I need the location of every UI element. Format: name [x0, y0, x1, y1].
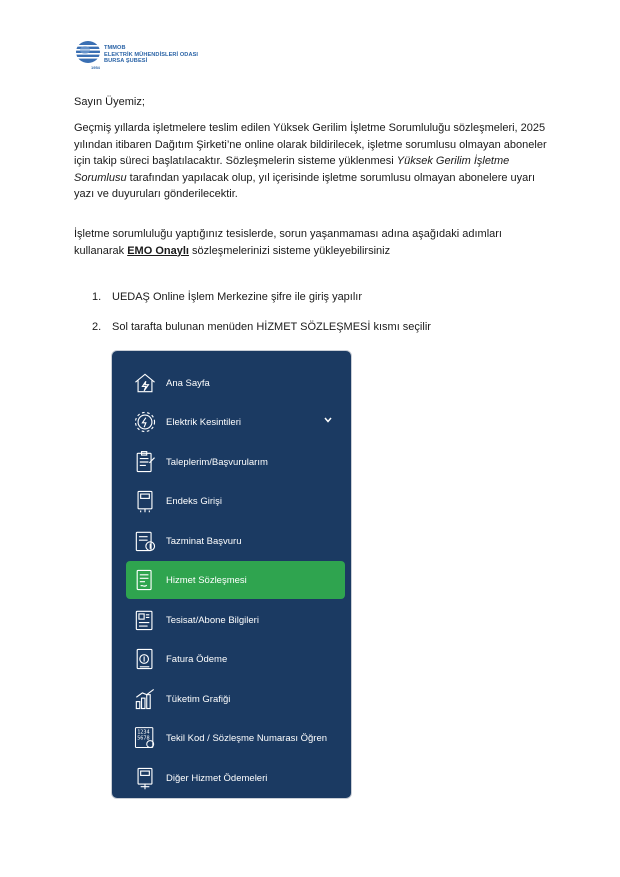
home-icon [130, 368, 160, 398]
sidebar-item-label: Taleplerim/Başvurularım [166, 456, 268, 468]
chart-icon [130, 684, 160, 714]
intro-paragraph: Geçmiş yıllarda işletmelere teslim edilen Yüksek Gerilim İşletme Sorumluluğu sözleşmeleri, 2025 yılından itibaren Dağıtım Şirketi’ne online olarak bildirilecek, işletme sorumlusu olmayan aboneler için takip süreci başlatılacaktır. Sözleşmelerin sisteme yüklenmesi Yüksek Gerilim İşletme Sorumlusu tarafından yapılacak olup, yıl içerisinde işletme sorumlusu olmayan abonelere uyarı yazı ve duyuruları gönderilecektir. [74, 122, 547, 200]
sidebar-menu-screenshot [111, 350, 352, 799]
sidebar-item-label: Ana Sayfa [166, 377, 210, 389]
sidebar-item-subscriber-info[interactable] [126, 601, 345, 639]
code-digits-2: 5678 [137, 735, 150, 742]
subscriber-icon [130, 605, 160, 635]
emo-logo [74, 40, 214, 74]
outage-icon [130, 407, 160, 437]
instruction-paragraph: İşletme sorumluluğu yaptığınız tesislerde, sorun yaşanmaması adına aşağıdaki adımları kullanarak EMO Onaylı sözleşmelerinizi sisteme yükleyebilirsiniz [74, 228, 502, 257]
sidebar-item-label: Tüketim Grafiği [166, 693, 231, 705]
sidebar-item-label: Fatura Ödeme [166, 653, 228, 665]
compensation-icon [130, 526, 160, 556]
code-icon [130, 723, 160, 753]
sidebar-item-label: Hizmet Sözleşmesi [166, 574, 247, 586]
clipboard-icon [130, 447, 160, 477]
sidebar-item-other-payments[interactable] [126, 759, 345, 797]
logo-year: 1954 [91, 65, 100, 70]
chevron-down-icon[interactable] [323, 415, 333, 425]
sidebar-item-unique-code[interactable] [126, 719, 345, 757]
contract-icon [130, 565, 160, 595]
sidebar-item-consumption-chart[interactable] [126, 680, 345, 718]
sidebar-item-home[interactable] [126, 364, 345, 402]
emo-approved-text: EMO Onaylı [127, 244, 189, 257]
code-digits-1: 1234 [137, 729, 150, 736]
meter-icon [130, 486, 160, 516]
sidebar-item-requests[interactable] [126, 443, 345, 481]
sidebar-item-label: Tesisat/Abone Bilgileri [166, 614, 259, 626]
sidebar-item-service-contract[interactable] [126, 561, 345, 599]
sidebar-item-bill-payment[interactable] [126, 640, 345, 678]
payment-icon [130, 763, 160, 793]
sidebar-item-label: Tekil Kod / Sözleşme Numarası Öğren [166, 732, 328, 744]
sidebar-item-label: Diğer Hizmet Ödemeleri [166, 772, 268, 784]
sidebar-item-meter-entry[interactable] [126, 482, 345, 520]
sidebar-item-outages[interactable] [126, 403, 345, 441]
greeting: Sayın Üyemiz; [74, 96, 145, 108]
sidebar-item-label: Tazminat Başvuru [166, 535, 242, 547]
sidebar-item-compensation[interactable] [126, 522, 345, 560]
step-2: 2. Sol tarafta bulunan menüden HİZMET SÖZLEŞMESİ kısmı seçilir [92, 321, 431, 333]
invoice-icon [130, 644, 160, 674]
step-1: 1. UEDAŞ Online İşlem Merkezine şifre ile giriş yapılır [92, 291, 363, 303]
sidebar-item-label: Endeks Girişi [166, 495, 222, 507]
logo-text: TMMOB ELEKTRİK MÜHENDİSLERİ ODASI BURSA ŞUBESİ [104, 45, 199, 65]
sidebar-item-label: Elektrik Kesintileri [166, 416, 241, 428]
